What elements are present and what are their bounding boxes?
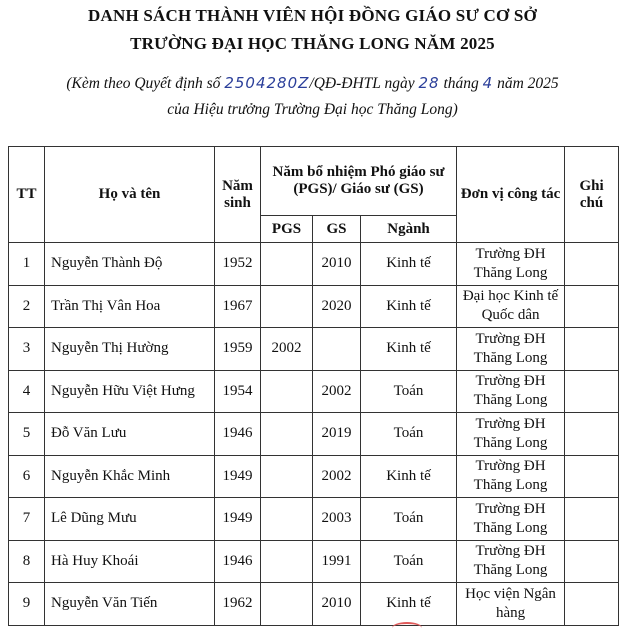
- red-stamp-edge: [392, 622, 422, 634]
- cell-pgs: [261, 370, 313, 413]
- col-header-field: Ngành: [361, 216, 457, 243]
- cell-note: [565, 498, 619, 541]
- cell-pgs: 2002: [261, 328, 313, 371]
- col-header-unit: Đơn vị công tác: [457, 147, 565, 243]
- cell-tt: 1: [9, 243, 45, 286]
- cell-unit: Trường ĐH Thăng Long: [457, 413, 565, 456]
- cell-pgs: [261, 498, 313, 541]
- cell-field: Kinh tế: [361, 243, 457, 286]
- cell-unit: Trường ĐH Thăng Long: [457, 540, 565, 583]
- cell-tt: 3: [9, 328, 45, 371]
- cell-unit: Trường ĐH Thăng Long: [457, 328, 565, 371]
- cell-unit: Học viện Ngân hàng: [457, 583, 565, 626]
- cell-field: Toán: [361, 540, 457, 583]
- table-row: [9, 413, 619, 456]
- cell-gs: 2003: [313, 498, 361, 541]
- decision-prefix: (Kèm theo Quyết định số: [66, 75, 221, 92]
- cell-name: Nguyễn Thành Độ: [45, 243, 215, 286]
- cell-field: Toán: [361, 370, 457, 413]
- cell-pgs: [261, 243, 313, 286]
- cell-note: [565, 243, 619, 286]
- col-header-appointment: Năm bổ nhiệm Phó giáo sư (PGS)/ Giáo sư (GS): [261, 147, 457, 216]
- cell-gs: [313, 328, 361, 371]
- cell-note: [565, 285, 619, 328]
- cell-birth: 1962: [215, 583, 261, 626]
- decision-suffix: /QĐ-ĐHTL ngày: [309, 75, 415, 92]
- cell-unit: Trường ĐH Thăng Long: [457, 455, 565, 498]
- cell-note: [565, 540, 619, 583]
- table-row: [9, 455, 619, 498]
- cell-tt: 4: [9, 370, 45, 413]
- cell-note: [565, 328, 619, 371]
- cell-birth: 1949: [215, 455, 261, 498]
- cell-tt: 2: [9, 285, 45, 328]
- cell-birth: 1954: [215, 370, 261, 413]
- cell-pgs: [261, 583, 313, 626]
- cell-birth: 1949: [215, 498, 261, 541]
- cell-note: [565, 413, 619, 456]
- cell-name: Nguyễn Hữu Việt Hưng: [45, 370, 215, 413]
- cell-pgs: [261, 413, 313, 456]
- cell-gs: 1991: [313, 540, 361, 583]
- cell-tt: 5: [9, 413, 45, 456]
- table-row: [9, 285, 619, 328]
- cell-pgs: [261, 540, 313, 583]
- document-title-line1: DANH SÁCH THÀNH VIÊN HỘI ĐỒNG GIÁO SƯ CƠ SỞ: [88, 6, 537, 25]
- cell-gs: 2002: [313, 370, 361, 413]
- table-row: [9, 498, 619, 541]
- cell-unit: Trường ĐH Thăng Long: [457, 243, 565, 286]
- cell-name: Nguyễn Thị Hường: [45, 328, 215, 371]
- cell-name: Lê Dũng Mưu: [45, 498, 215, 541]
- col-header-tt: TT: [9, 147, 45, 243]
- decision-day-handwritten: 28: [418, 74, 440, 92]
- cell-field: Kinh tế: [361, 455, 457, 498]
- table-row: [9, 243, 619, 286]
- cell-name: Hà Huy Khoái: [45, 540, 215, 583]
- cell-tt: 8: [9, 540, 45, 583]
- cell-unit: Trường ĐH Thăng Long: [457, 370, 565, 413]
- cell-tt: 9: [9, 583, 45, 626]
- table-row: [9, 328, 619, 371]
- cell-name: Nguyễn Khắc Minh: [45, 455, 215, 498]
- decision-month-handwritten: 4: [482, 74, 494, 92]
- table-row: [9, 540, 619, 583]
- cell-birth: 1967: [215, 285, 261, 328]
- cell-field: Kinh tế: [361, 328, 457, 371]
- cell-name: Nguyễn Văn Tiến: [45, 583, 215, 626]
- cell-gs: 2019: [313, 413, 361, 456]
- table-row: [9, 370, 619, 413]
- cell-pgs: [261, 455, 313, 498]
- cell-gs: 2010: [313, 583, 361, 626]
- decision-reference: [0, 74, 625, 93]
- col-header-gs: GS: [313, 216, 361, 243]
- cell-note: [565, 370, 619, 413]
- cell-tt: 6: [9, 455, 45, 498]
- cell-field: Kinh tế: [361, 285, 457, 328]
- cell-name: Trần Thị Vân Hoa: [45, 285, 215, 328]
- cell-birth: 1946: [215, 540, 261, 583]
- cell-birth: 1959: [215, 328, 261, 371]
- cell-name: Đỗ Văn Lưu: [45, 413, 215, 456]
- cell-note: [565, 583, 619, 626]
- cell-birth: 1952: [215, 243, 261, 286]
- cell-gs: 2020: [313, 285, 361, 328]
- decision-number-handwritten: 2504280Z: [224, 74, 310, 92]
- col-header-birth: Năm sinh: [215, 147, 261, 243]
- cell-tt: 7: [9, 498, 45, 541]
- decision-year: năm 2025: [497, 75, 559, 92]
- month-label: tháng: [443, 75, 479, 92]
- col-header-note: Ghi chú: [565, 147, 619, 243]
- cell-birth: 1946: [215, 413, 261, 456]
- cell-unit: Trường ĐH Thăng Long: [457, 498, 565, 541]
- document-title-line2: TRƯỜNG ĐẠI HỌC THĂNG LONG NĂM 2025: [130, 34, 495, 53]
- cell-field: Toán: [361, 413, 457, 456]
- cell-gs: 2010: [313, 243, 361, 286]
- cell-unit: Đại học Kinh tế Quốc dân: [457, 285, 565, 328]
- cell-note: [565, 455, 619, 498]
- table-row: [9, 583, 619, 626]
- col-header-name: Họ và tên: [45, 147, 215, 243]
- cell-pgs: [261, 285, 313, 328]
- members-table: [8, 146, 619, 626]
- cell-field: Toán: [361, 498, 457, 541]
- cell-gs: 2002: [313, 455, 361, 498]
- cell-field: Kinh tế: [361, 583, 457, 626]
- col-header-pgs: PGS: [261, 216, 313, 243]
- decision-issuer: của Hiệu trưởng Trường Đại học Thăng Long): [167, 101, 458, 118]
